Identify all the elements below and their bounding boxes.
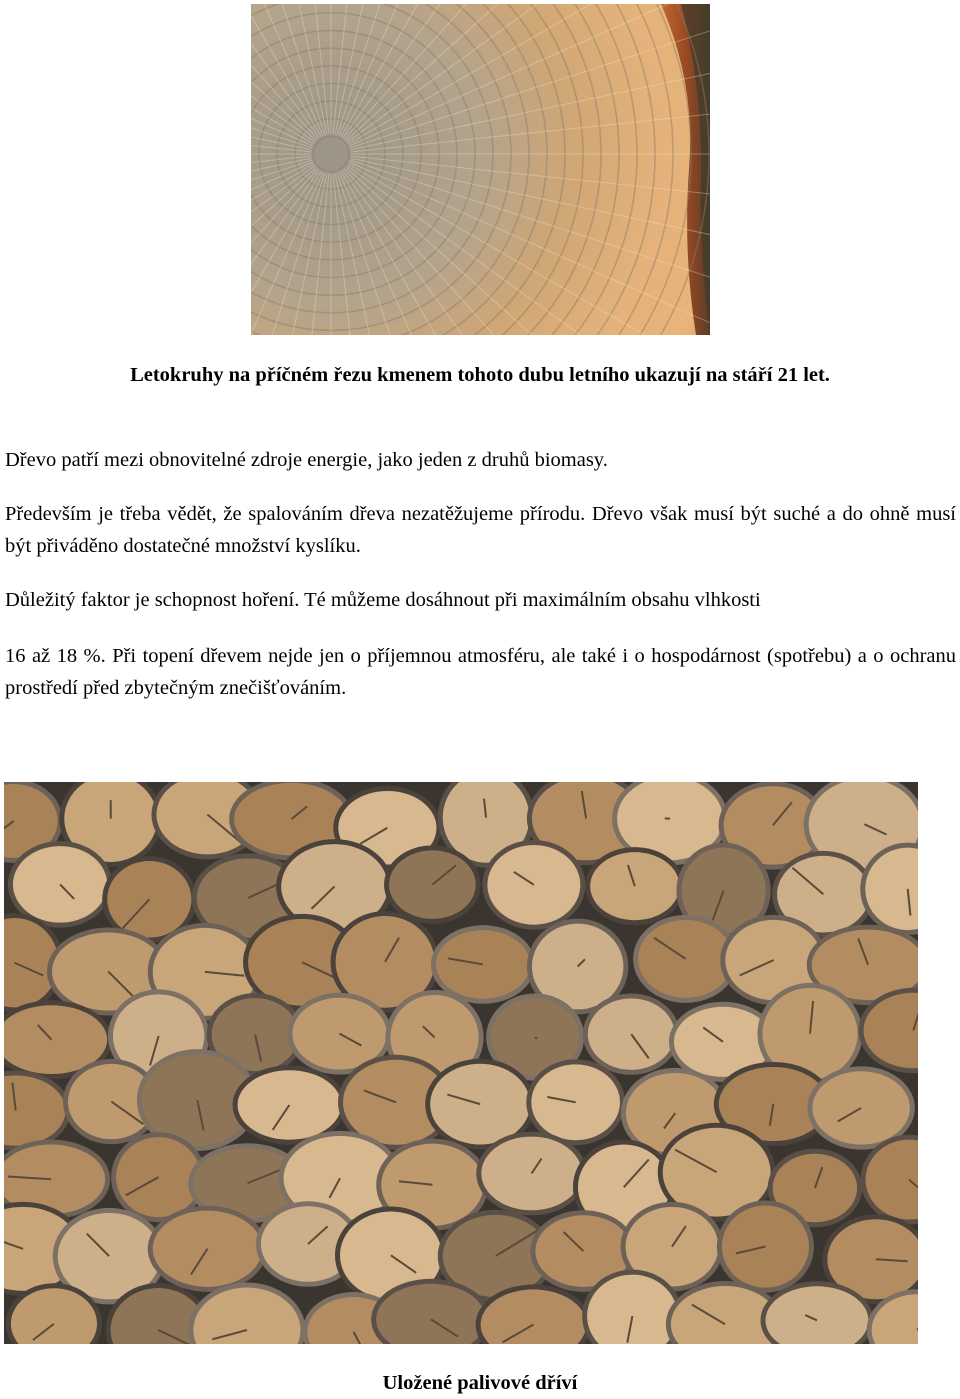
paragraph-heating: 16 až 18 %. Při topení dřevem nejde jen o příjemnou atmosféru, ale také i o hospodárnost (spotřebu) a o ochranu prostředí před zbytečným znečišťováním.	[5, 645, 956, 699]
paragraph-biomass: Dřevo patří mezi obnovitelné zdroje energie, jako jeden z druhů biomasy.	[5, 449, 608, 471]
paragraph-humidity: Důležitý faktor je schopnost hoření. Té můžeme dosáhnout při maximálním obsahu vlhkosti	[5, 589, 761, 611]
paragraph-burning: Především je třeba vědět, že spalováním dřeva nezatěžujeme přírodu. Dřevo však musí být suché a do ohně musí být přiváděno dostatečné množství kyslíku.	[5, 503, 956, 557]
tree-cross-section-image	[251, 4, 710, 335]
firewood-stack-image	[4, 782, 918, 1344]
tree-image-caption: Letokruhy na příčném řezu kmenem tohoto dubu letního ukazují na stáří 21 let.	[130, 364, 830, 386]
firewood-image-caption: Uložené palivové dříví	[382, 1372, 578, 1394]
